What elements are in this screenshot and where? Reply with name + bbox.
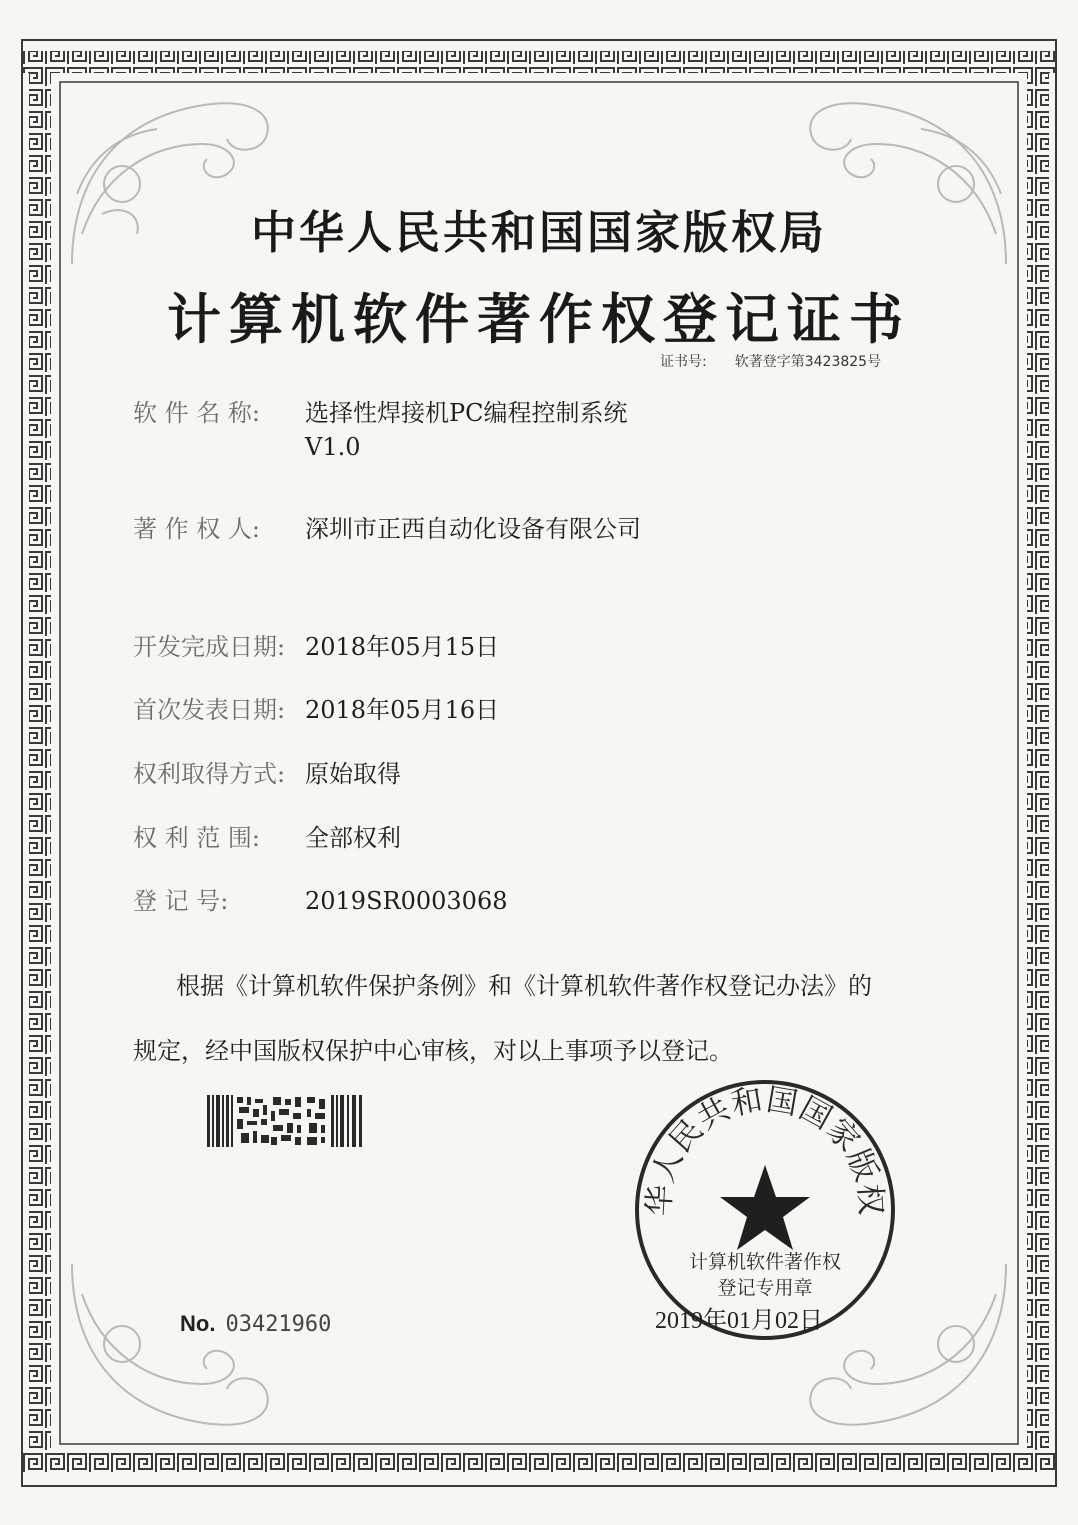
field-completion-date [133,630,499,664]
field-label: 权 利 范 围: [133,824,260,852]
field-label: 首次发表日期: [133,696,286,724]
acquisition-method-value: 原始取得 [305,760,401,788]
certificate-number-value: 软著登字第3423825号 [734,354,882,370]
field-label: 开发完成日期: [133,633,286,661]
seal-line-2: 登记专用章 [717,1277,813,1299]
field-label: 著 作 权 人: [133,515,260,543]
serial-prefix: No. [180,1311,216,1336]
issuing-authority: 中华人民共和国国家版权局 [250,206,827,259]
field-label: 登 记 号: [133,887,229,915]
completion-date-value: 2018年05月15日 [305,633,500,661]
star-icon [720,1165,810,1250]
serial-number [180,1311,331,1337]
field-scope-of-rights [133,821,401,855]
field-label: 权利取得方式: [133,760,286,788]
software-name-value: 选择性焊接机PC编程控制系统 [305,399,628,427]
field-registration-number [133,884,507,918]
seal-ring-text: 华人民共和国国家版权 [641,1081,889,1217]
issue-date: 2019年01月02日 [655,1308,823,1334]
seal-line-1: 计算机软件著作权 [688,1251,841,1273]
field-acquisition-method [133,757,401,791]
certificate-number [660,351,881,371]
field-publication-date [133,693,499,727]
copyright-owner-value: 深圳市正西自动化设备有限公司 [305,515,641,543]
registration-number-value: 2019SR0003068 [305,887,508,915]
corner-ornament-bottom-left [62,1254,282,1444]
field-value-group [305,396,628,464]
statement-line-1: 根据《计算机软件保护条例》和《计算机软件著作权登记办法》的 [176,972,872,1000]
certificate-title: 计算机软件著作权登记证书 [167,288,911,351]
statement-line-2: 规定，经中国版权保护中心审核，对以上事项予以登记。 [133,1037,733,1065]
field-label: 软 件 名 称: [133,399,260,427]
scope-of-rights-value: 全部权利 [305,824,401,852]
barcode [207,1095,363,1147]
field-copyright-owner [133,512,641,546]
publication-date-value: 2018年05月16日 [305,696,500,724]
certificate-number-label: 证书号: [660,354,707,370]
software-version-value: V1.0 [305,433,361,461]
field-software-name [133,396,628,464]
serial-value: 03421960 [225,1312,332,1337]
